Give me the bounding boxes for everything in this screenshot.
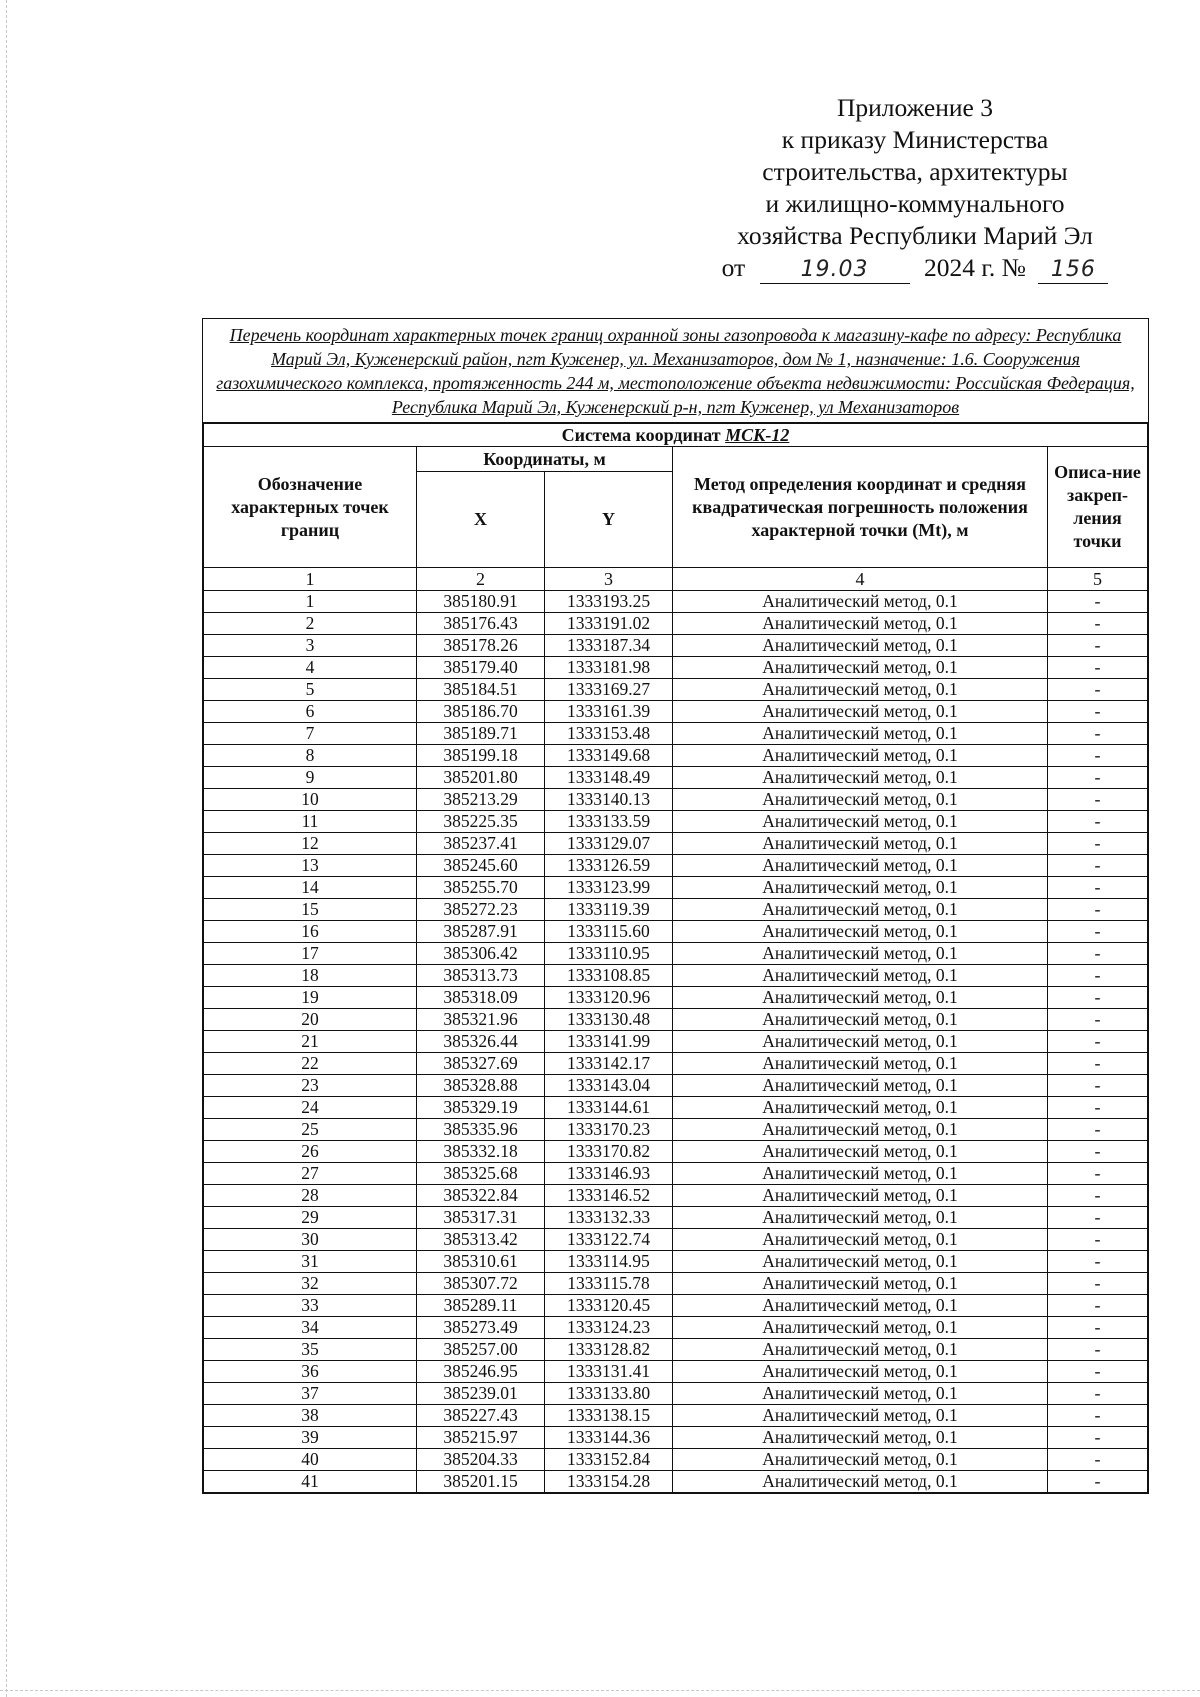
- coordinate-system-name: МСК-12: [725, 425, 790, 445]
- description-cell: -: [1048, 1031, 1148, 1053]
- point-number-cell: 10: [204, 789, 417, 811]
- column-number: 2: [417, 568, 545, 591]
- y-coordinate-cell: 1333154.28: [545, 1471, 673, 1493]
- method-cell: Аналитический метод, 0.1: [673, 1185, 1048, 1207]
- method-cell: Аналитический метод, 0.1: [673, 855, 1048, 877]
- point-number-cell: 34: [204, 1317, 417, 1339]
- scan-edge-bottom: [0, 1690, 1200, 1691]
- point-number-cell: 12: [204, 833, 417, 855]
- table-row: [204, 1427, 1148, 1449]
- y-coordinate-cell: 1333193.25: [545, 591, 673, 613]
- x-coordinate-cell: 385313.42: [417, 1229, 545, 1251]
- table-row: [204, 987, 1148, 1009]
- method-cell: Аналитический метод, 0.1: [673, 833, 1048, 855]
- header-description: Описа-ние закреп-ления точки: [1048, 447, 1148, 568]
- method-cell: Аналитический метод, 0.1: [673, 1471, 1048, 1493]
- x-coordinate-cell: 385257.00: [417, 1339, 545, 1361]
- point-number-cell: 9: [204, 767, 417, 789]
- method-cell: Аналитический метод, 0.1: [673, 877, 1048, 899]
- year-number-label: 2024 г. №: [923, 253, 1026, 282]
- method-cell: Аналитический метод, 0.1: [673, 789, 1048, 811]
- point-number-cell: 40: [204, 1449, 417, 1471]
- description-cell: -: [1048, 1251, 1148, 1273]
- table-row: [204, 679, 1148, 701]
- y-coordinate-cell: 1333110.95: [545, 943, 673, 965]
- x-coordinate-cell: 385184.51: [417, 679, 545, 701]
- method-cell: Аналитический метод, 0.1: [673, 1317, 1048, 1339]
- table-row: [204, 701, 1148, 723]
- y-coordinate-cell: 1333108.85: [545, 965, 673, 987]
- y-coordinate-cell: 1333140.13: [545, 789, 673, 811]
- method-cell: Аналитический метод, 0.1: [673, 723, 1048, 745]
- method-cell: Аналитический метод, 0.1: [673, 591, 1048, 613]
- description-cell: -: [1048, 635, 1148, 657]
- table-row: [204, 1163, 1148, 1185]
- table-row: [204, 811, 1148, 833]
- x-coordinate-cell: 385237.41: [417, 833, 545, 855]
- y-coordinate-cell: 1333123.99: [545, 877, 673, 899]
- table-row: [204, 1185, 1148, 1207]
- column-number: 4: [673, 568, 1048, 591]
- coordinates-body: [204, 591, 1148, 1493]
- method-cell: Аналитический метод, 0.1: [673, 1339, 1048, 1361]
- table-row: [204, 1009, 1148, 1031]
- table-row: [204, 635, 1148, 657]
- description-cell: -: [1048, 1361, 1148, 1383]
- description-cell: -: [1048, 899, 1148, 921]
- x-coordinate-cell: 385239.01: [417, 1383, 545, 1405]
- table-row: [204, 1251, 1148, 1273]
- header-line: Приложение 3: [837, 93, 993, 122]
- description-cell: -: [1048, 965, 1148, 987]
- table-row: [204, 1295, 1148, 1317]
- table-row: [204, 1031, 1148, 1053]
- point-number-cell: 6: [204, 701, 417, 723]
- x-coordinate-cell: 385273.49: [417, 1317, 545, 1339]
- point-number-cell: 39: [204, 1427, 417, 1449]
- description-cell: -: [1048, 1471, 1148, 1493]
- point-number-cell: 23: [204, 1075, 417, 1097]
- description-cell: -: [1048, 701, 1148, 723]
- method-cell: Аналитический метод, 0.1: [673, 811, 1048, 833]
- y-coordinate-cell: 1333120.96: [545, 987, 673, 1009]
- header-y: Y: [545, 472, 673, 568]
- table-row: [204, 613, 1148, 635]
- description-cell: -: [1048, 811, 1148, 833]
- table-row: [204, 1383, 1148, 1405]
- point-number-cell: 41: [204, 1471, 417, 1493]
- table-row: [204, 855, 1148, 877]
- coordinates-sheet: [202, 318, 1149, 1494]
- y-coordinate-cell: 1333187.34: [545, 635, 673, 657]
- y-coordinate-cell: 1333146.52: [545, 1185, 673, 1207]
- method-cell: Аналитический метод, 0.1: [673, 1207, 1048, 1229]
- table-row: [204, 1317, 1148, 1339]
- description-cell: -: [1048, 1317, 1148, 1339]
- x-coordinate-cell: 385180.91: [417, 591, 545, 613]
- point-number-cell: 35: [204, 1339, 417, 1361]
- method-cell: Аналитический метод, 0.1: [673, 1295, 1048, 1317]
- header-line: и жилищно-коммунального: [765, 189, 1065, 218]
- coordinates-table: [203, 423, 1148, 1493]
- description-cell: -: [1048, 1339, 1148, 1361]
- method-cell: Аналитический метод, 0.1: [673, 1449, 1048, 1471]
- x-coordinate-cell: 385201.80: [417, 767, 545, 789]
- point-number-cell: 20: [204, 1009, 417, 1031]
- x-coordinate-cell: 385178.26: [417, 635, 545, 657]
- appendix-header: [690, 92, 1140, 284]
- x-coordinate-cell: 385318.09: [417, 987, 545, 1009]
- table-row: [204, 1229, 1148, 1251]
- x-coordinate-cell: 385215.97: [417, 1427, 545, 1449]
- method-cell: Аналитический метод, 0.1: [673, 613, 1048, 635]
- table-row: [204, 1207, 1148, 1229]
- y-coordinate-cell: 1333191.02: [545, 613, 673, 635]
- point-number-cell: 29: [204, 1207, 417, 1229]
- header-line: строительства, архитектуры: [762, 157, 1068, 186]
- point-number-cell: 15: [204, 899, 417, 921]
- x-coordinate-cell: 385307.72: [417, 1273, 545, 1295]
- column-number: 3: [545, 568, 673, 591]
- table-row: [204, 1449, 1148, 1471]
- date-prefix: от: [721, 253, 746, 282]
- point-number-cell: 4: [204, 657, 417, 679]
- description-cell: -: [1048, 745, 1148, 767]
- table-row: [204, 899, 1148, 921]
- table-row: [204, 789, 1148, 811]
- description-cell: -: [1048, 921, 1148, 943]
- y-coordinate-cell: 1333181.98: [545, 657, 673, 679]
- x-coordinate-cell: 385199.18: [417, 745, 545, 767]
- method-cell: Аналитический метод, 0.1: [673, 1097, 1048, 1119]
- description-cell: -: [1048, 1273, 1148, 1295]
- table-row: [204, 943, 1148, 965]
- x-coordinate-cell: 385179.40: [417, 657, 545, 679]
- header-line: к приказу Министерства: [781, 125, 1049, 154]
- y-coordinate-cell: 1333170.23: [545, 1119, 673, 1141]
- method-cell: Аналитический метод, 0.1: [673, 1031, 1048, 1053]
- method-cell: Аналитический метод, 0.1: [673, 701, 1048, 723]
- description-cell: -: [1048, 679, 1148, 701]
- y-coordinate-cell: 1333115.78: [545, 1273, 673, 1295]
- method-cell: Аналитический метод, 0.1: [673, 1427, 1048, 1449]
- description-cell: -: [1048, 1405, 1148, 1427]
- y-coordinate-cell: 1333129.07: [545, 833, 673, 855]
- method-cell: Аналитический метод, 0.1: [673, 1141, 1048, 1163]
- column-number: 1: [204, 568, 417, 591]
- x-coordinate-cell: 385328.88: [417, 1075, 545, 1097]
- description-cell: -: [1048, 987, 1148, 1009]
- y-coordinate-cell: 1333132.33: [545, 1207, 673, 1229]
- y-coordinate-cell: 1333130.48: [545, 1009, 673, 1031]
- x-coordinate-cell: 385225.35: [417, 811, 545, 833]
- table-row: [204, 767, 1148, 789]
- y-coordinate-cell: 1333148.49: [545, 767, 673, 789]
- y-coordinate-cell: 1333133.59: [545, 811, 673, 833]
- y-coordinate-cell: 1333161.39: [545, 701, 673, 723]
- table-row: [204, 877, 1148, 899]
- description-cell: -: [1048, 657, 1148, 679]
- description-cell: -: [1048, 1141, 1148, 1163]
- description-cell: -: [1048, 1449, 1148, 1471]
- point-number-cell: 33: [204, 1295, 417, 1317]
- method-cell: Аналитический метод, 0.1: [673, 1273, 1048, 1295]
- y-coordinate-cell: 1333131.41: [545, 1361, 673, 1383]
- coordinate-system-cell: [204, 424, 1148, 447]
- x-coordinate-cell: 385317.31: [417, 1207, 545, 1229]
- point-number-cell: 26: [204, 1141, 417, 1163]
- method-cell: Аналитический метод, 0.1: [673, 1053, 1048, 1075]
- scan-edge-left: [6, 0, 7, 1697]
- y-coordinate-cell: 1333169.27: [545, 679, 673, 701]
- table-row: [204, 1053, 1148, 1075]
- point-number-cell: 30: [204, 1229, 417, 1251]
- table-row: [204, 1471, 1148, 1493]
- x-coordinate-cell: 385335.96: [417, 1119, 545, 1141]
- method-cell: Аналитический метод, 0.1: [673, 1251, 1048, 1273]
- y-coordinate-cell: 1333133.80: [545, 1383, 673, 1405]
- point-number-cell: 19: [204, 987, 417, 1009]
- point-number-cell: 36: [204, 1361, 417, 1383]
- x-coordinate-cell: 385289.11: [417, 1295, 545, 1317]
- method-cell: Аналитический метод, 0.1: [673, 987, 1048, 1009]
- description-cell: -: [1048, 1185, 1148, 1207]
- method-cell: Аналитический метод, 0.1: [673, 767, 1048, 789]
- table-row: [204, 591, 1148, 613]
- point-number-cell: 17: [204, 943, 417, 965]
- method-cell: Аналитический метод, 0.1: [673, 899, 1048, 921]
- x-coordinate-cell: 385313.73: [417, 965, 545, 987]
- description-cell: -: [1048, 1229, 1148, 1251]
- description-cell: -: [1048, 591, 1148, 613]
- description-cell: -: [1048, 723, 1148, 745]
- description-cell: -: [1048, 1009, 1148, 1031]
- header-method: Метод определения координат и средняя квадратическая погрешность положения характерной точки (Mt), м: [673, 447, 1048, 568]
- y-coordinate-cell: 1333144.36: [545, 1427, 673, 1449]
- y-coordinate-cell: 1333146.93: [545, 1163, 673, 1185]
- column-number-row: [204, 568, 1148, 591]
- x-coordinate-cell: 385329.19: [417, 1097, 545, 1119]
- x-coordinate-cell: 385245.60: [417, 855, 545, 877]
- header-line: хозяйства Республики Марий Эл: [737, 221, 1093, 250]
- y-coordinate-cell: 1333119.39: [545, 899, 673, 921]
- point-number-cell: 24: [204, 1097, 417, 1119]
- table-row: [204, 745, 1148, 767]
- method-cell: Аналитический метод, 0.1: [673, 1229, 1048, 1251]
- table-row: [204, 1075, 1148, 1097]
- method-cell: Аналитический метод, 0.1: [673, 921, 1048, 943]
- table-row: [204, 1405, 1148, 1427]
- x-coordinate-cell: 385321.96: [417, 1009, 545, 1031]
- y-coordinate-cell: 1333120.45: [545, 1295, 673, 1317]
- description-cell: -: [1048, 833, 1148, 855]
- point-number-cell: 7: [204, 723, 417, 745]
- method-cell: Аналитический метод, 0.1: [673, 635, 1048, 657]
- table-row: [204, 921, 1148, 943]
- method-cell: Аналитический метод, 0.1: [673, 1075, 1048, 1097]
- coordinate-system-row: [204, 424, 1148, 447]
- x-coordinate-cell: 385213.29: [417, 789, 545, 811]
- table-row: [204, 1141, 1148, 1163]
- point-number-cell: 32: [204, 1273, 417, 1295]
- point-number-cell: 25: [204, 1119, 417, 1141]
- y-coordinate-cell: 1333128.82: [545, 1339, 673, 1361]
- point-number-cell: 16: [204, 921, 417, 943]
- y-coordinate-cell: 1333124.23: [545, 1317, 673, 1339]
- description-cell: -: [1048, 767, 1148, 789]
- x-coordinate-cell: 385326.44: [417, 1031, 545, 1053]
- method-cell: Аналитический метод, 0.1: [673, 679, 1048, 701]
- y-coordinate-cell: 1333170.82: [545, 1141, 673, 1163]
- method-cell: Аналитический метод, 0.1: [673, 1119, 1048, 1141]
- x-coordinate-cell: 385189.71: [417, 723, 545, 745]
- x-coordinate-cell: 385176.43: [417, 613, 545, 635]
- point-number-cell: 18: [204, 965, 417, 987]
- table-row: [204, 1119, 1148, 1141]
- point-number-cell: 1: [204, 591, 417, 613]
- point-number-cell: 8: [204, 745, 417, 767]
- point-number-cell: 11: [204, 811, 417, 833]
- x-coordinate-cell: 385201.15: [417, 1471, 545, 1493]
- x-coordinate-cell: 385246.95: [417, 1361, 545, 1383]
- table-row: [204, 1339, 1148, 1361]
- method-cell: Аналитический метод, 0.1: [673, 657, 1048, 679]
- header-coordinates: Координаты, м: [417, 447, 673, 472]
- point-number-cell: 31: [204, 1251, 417, 1273]
- point-number-cell: 14: [204, 877, 417, 899]
- header-x: X: [417, 472, 545, 568]
- description-cell: -: [1048, 1119, 1148, 1141]
- description-cell: -: [1048, 1207, 1148, 1229]
- description-cell: -: [1048, 1383, 1148, 1405]
- description-cell: -: [1048, 1427, 1148, 1449]
- method-cell: Аналитический метод, 0.1: [673, 745, 1048, 767]
- table-row: [204, 657, 1148, 679]
- x-coordinate-cell: 385287.91: [417, 921, 545, 943]
- handwritten-date: 19.03: [760, 257, 910, 284]
- coordinate-system-label: Система координат: [561, 425, 721, 445]
- y-coordinate-cell: 1333141.99: [545, 1031, 673, 1053]
- y-coordinate-cell: 1333126.59: [545, 855, 673, 877]
- x-coordinate-cell: 385322.84: [417, 1185, 545, 1207]
- description-cell: -: [1048, 1097, 1148, 1119]
- point-number-cell: 13: [204, 855, 417, 877]
- table-row: [204, 1361, 1148, 1383]
- point-number-cell: 3: [204, 635, 417, 657]
- header-point: Обозначение характерных точек границ: [204, 447, 417, 568]
- description-cell: -: [1048, 1163, 1148, 1185]
- table-row: [204, 723, 1148, 745]
- point-number-cell: 28: [204, 1185, 417, 1207]
- description-cell: -: [1048, 1295, 1148, 1317]
- method-cell: Аналитический метод, 0.1: [673, 1361, 1048, 1383]
- y-coordinate-cell: 1333114.95: [545, 1251, 673, 1273]
- description-cell: -: [1048, 855, 1148, 877]
- x-coordinate-cell: 385186.70: [417, 701, 545, 723]
- method-cell: Аналитический метод, 0.1: [673, 1383, 1048, 1405]
- method-cell: Аналитический метод, 0.1: [673, 965, 1048, 987]
- x-coordinate-cell: 385327.69: [417, 1053, 545, 1075]
- point-number-cell: 38: [204, 1405, 417, 1427]
- column-number: 5: [1048, 568, 1148, 591]
- y-coordinate-cell: 1333138.15: [545, 1405, 673, 1427]
- x-coordinate-cell: 385310.61: [417, 1251, 545, 1273]
- point-number-cell: 21: [204, 1031, 417, 1053]
- description-cell: -: [1048, 1053, 1148, 1075]
- table-row: [204, 833, 1148, 855]
- y-coordinate-cell: 1333143.04: [545, 1075, 673, 1097]
- y-coordinate-cell: 1333153.48: [545, 723, 673, 745]
- table-row: [204, 965, 1148, 987]
- y-coordinate-cell: 1333142.17: [545, 1053, 673, 1075]
- method-cell: Аналитический метод, 0.1: [673, 943, 1048, 965]
- y-coordinate-cell: 1333144.61: [545, 1097, 673, 1119]
- x-coordinate-cell: 385325.68: [417, 1163, 545, 1185]
- x-coordinate-cell: 385332.18: [417, 1141, 545, 1163]
- x-coordinate-cell: 385227.43: [417, 1405, 545, 1427]
- handwritten-order-number: 156: [1038, 257, 1108, 284]
- point-number-cell: 37: [204, 1383, 417, 1405]
- point-number-cell: 2: [204, 613, 417, 635]
- order-date-line: [690, 252, 1140, 284]
- description-cell: -: [1048, 943, 1148, 965]
- table-row: [204, 1097, 1148, 1119]
- x-coordinate-cell: 385255.70: [417, 877, 545, 899]
- x-coordinate-cell: 385204.33: [417, 1449, 545, 1471]
- point-number-cell: 22: [204, 1053, 417, 1075]
- method-cell: Аналитический метод, 0.1: [673, 1405, 1048, 1427]
- table-caption: Перечень координат характерных точек границ охранной зоны газопровода к магазину-кафе по адресу: Республика Марий Эл, Куженерский район, пгт Куженер, ул. Механизаторов, дом № 1, назначение: 1.6. Сооружения газохимического комплекса, протяженность 244 м, местоположение объекта недвижимости: Российская Федерация, Республика Марий Эл, Куженерский р-н, пгт Куженер, ул Механизаторов: [203, 319, 1148, 423]
- point-number-cell: 5: [204, 679, 417, 701]
- point-number-cell: 27: [204, 1163, 417, 1185]
- y-coordinate-cell: 1333152.84: [545, 1449, 673, 1471]
- y-coordinate-cell: 1333115.60: [545, 921, 673, 943]
- y-coordinate-cell: 1333122.74: [545, 1229, 673, 1251]
- method-cell: Аналитический метод, 0.1: [673, 1009, 1048, 1031]
- description-cell: -: [1048, 1075, 1148, 1097]
- method-cell: Аналитический метод, 0.1: [673, 1163, 1048, 1185]
- description-cell: -: [1048, 613, 1148, 635]
- y-coordinate-cell: 1333149.68: [545, 745, 673, 767]
- description-cell: -: [1048, 789, 1148, 811]
- x-coordinate-cell: 385272.23: [417, 899, 545, 921]
- x-coordinate-cell: 385306.42: [417, 943, 545, 965]
- table-row: [204, 1273, 1148, 1295]
- description-cell: -: [1048, 877, 1148, 899]
